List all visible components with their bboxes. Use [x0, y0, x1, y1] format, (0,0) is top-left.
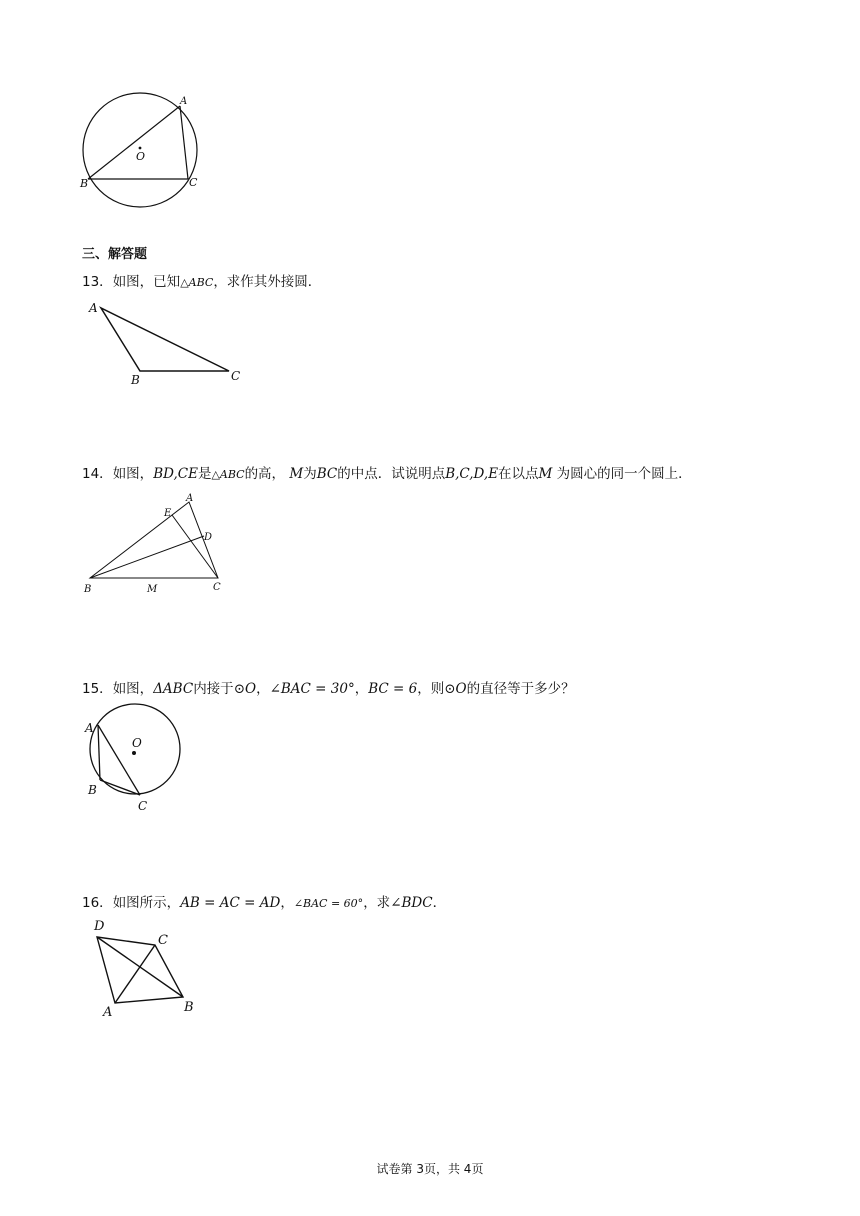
label-b: B	[84, 584, 92, 595]
question-16-number: 16．	[82, 895, 113, 911]
page-footer: 试卷第 3页，共 4页	[376, 1162, 484, 1176]
label-e: E	[164, 508, 172, 519]
figure-circle-triangle-q12	[74, 88, 214, 214]
label-c: C	[189, 176, 198, 189]
figure-triangle-altitudes-q14	[80, 490, 240, 598]
label-d: D	[204, 532, 213, 543]
center-point-o	[139, 147, 142, 150]
label-a: A	[89, 301, 98, 315]
label-b: B	[80, 177, 89, 190]
quadrilateral-dcba	[97, 937, 183, 1003]
label-a: A	[103, 1005, 113, 1020]
label-o: O	[132, 736, 142, 750]
segment-ab	[98, 725, 100, 780]
question-15-number: 15．	[82, 681, 113, 697]
label-o: O	[136, 150, 146, 163]
label-c: C	[231, 369, 241, 383]
question-15-text: 15．如图，ΔABC内接于⊙O，∠BAC = 30°，BC = 6，则⊙O的直径等于多少？	[82, 681, 575, 697]
label-a: A	[180, 96, 188, 107]
label-b: B	[184, 1000, 194, 1015]
altitude-ce	[172, 515, 218, 578]
question-14-number: 14．	[82, 466, 113, 482]
question-16-text: 16．如图所示，AB = AC = AD，∠BAC = 60°，求∠BDC．	[82, 895, 447, 911]
center-point-o	[132, 751, 136, 755]
label-d: D	[94, 919, 105, 934]
label-c: C	[158, 933, 168, 948]
segment-bc	[100, 780, 140, 795]
triangle-abc	[90, 502, 218, 578]
label-a: A	[186, 493, 194, 504]
figure-circle-triangle-q15	[82, 700, 192, 818]
label-m: M	[147, 584, 158, 595]
triangle-abc	[101, 308, 229, 371]
question-13-text: 13．如图，已知△ABC，求作其外接圆．	[82, 274, 322, 290]
altitude-bd	[90, 536, 204, 578]
question-13-number: 13．	[82, 274, 113, 290]
label-b: B	[131, 373, 140, 387]
figure-triangle-q13	[84, 296, 254, 388]
section-title: 三、解答题	[82, 247, 148, 262]
label-a: A	[85, 721, 94, 735]
label-c: C	[138, 799, 148, 813]
question-14-text: 14．如图，BD,CE是△ABC的高， M为BC的中点．试说明点B,C,D,E在以点M 为圆心的同一个圆上．	[82, 466, 692, 482]
label-c: C	[213, 582, 221, 593]
segment-ab	[88, 106, 180, 179]
figure-quadrilateral-q16	[88, 915, 208, 1021]
label-b: B	[88, 783, 97, 797]
